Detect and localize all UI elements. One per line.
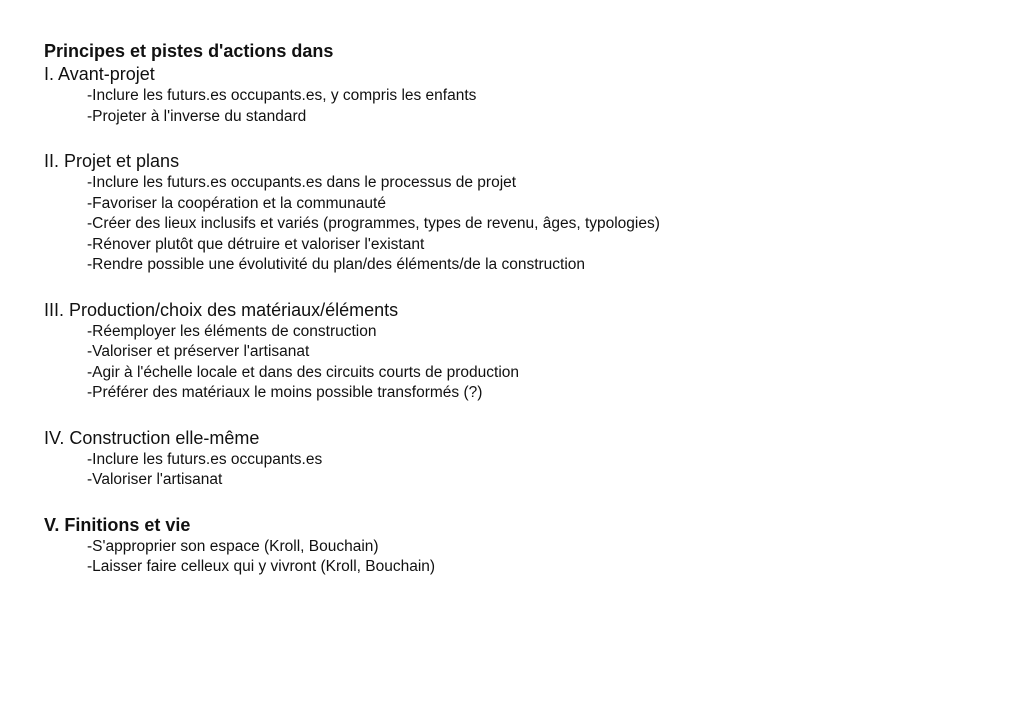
- list-item: - Rénover plutôt que détruire et valoriser l'existant: [87, 235, 984, 256]
- section-heading: IV. Construction elle-même: [44, 427, 260, 448]
- list-item: - Inclure les futurs.es occupants.es dans le processus de projet: [87, 173, 984, 194]
- list-item: - Projeter à l'inverse du standard: [87, 107, 984, 128]
- section-list: [44, 322, 984, 404]
- list-item: - S'approprier son espace (Kroll, Bouchain): [87, 537, 984, 558]
- list-item: - Inclure les futurs.es occupants.es: [87, 450, 984, 471]
- list-item: - Laisser faire celleux qui y vivront (Kroll, Bouchain): [87, 557, 984, 578]
- document-title: Principes et pistes d'actions dans: [44, 41, 334, 61]
- section-list: [44, 537, 984, 578]
- list-item: - Valoriser et préserver l'artisanat: [87, 342, 984, 363]
- section-heading: III. Production/choix des matériaux/éléments: [44, 299, 399, 320]
- list-item: - Agir à l'échelle locale et dans des circuits courts de production: [87, 363, 984, 384]
- section-list: [44, 173, 984, 276]
- list-item: - Rendre possible une évolutivité du plan/des éléments/de la construction: [87, 255, 984, 276]
- section-production-materiaux: [44, 298, 984, 404]
- section-avant-projet: [44, 62, 984, 127]
- list-item: - Valoriser l'artisanat: [87, 470, 984, 491]
- section-construction: [44, 426, 984, 491]
- section-heading: II. Projet et plans: [44, 151, 180, 171]
- section-heading: I. Avant-projet: [44, 64, 155, 84]
- list-item: - Préférer des matériaux le moins possible transformés (?): [87, 383, 984, 404]
- section-heading: V. Finitions et vie: [44, 514, 191, 535]
- list-item: - Inclure les futurs.es occupants.es, y compris les enfants: [87, 86, 984, 107]
- section-list: [44, 86, 984, 127]
- section-finitions-et-vie: [44, 513, 984, 578]
- section-projet-et-plans: [44, 149, 984, 276]
- section-list: [44, 450, 984, 491]
- list-item: - Créer des lieux inclusifs et variés (programmes, types de revenu, âges, typologies): [87, 214, 984, 235]
- document-page: [44, 40, 984, 578]
- list-item: - Réemployer les éléments de construction: [87, 322, 984, 343]
- list-item: - Favoriser la coopération et la communauté: [87, 194, 984, 215]
